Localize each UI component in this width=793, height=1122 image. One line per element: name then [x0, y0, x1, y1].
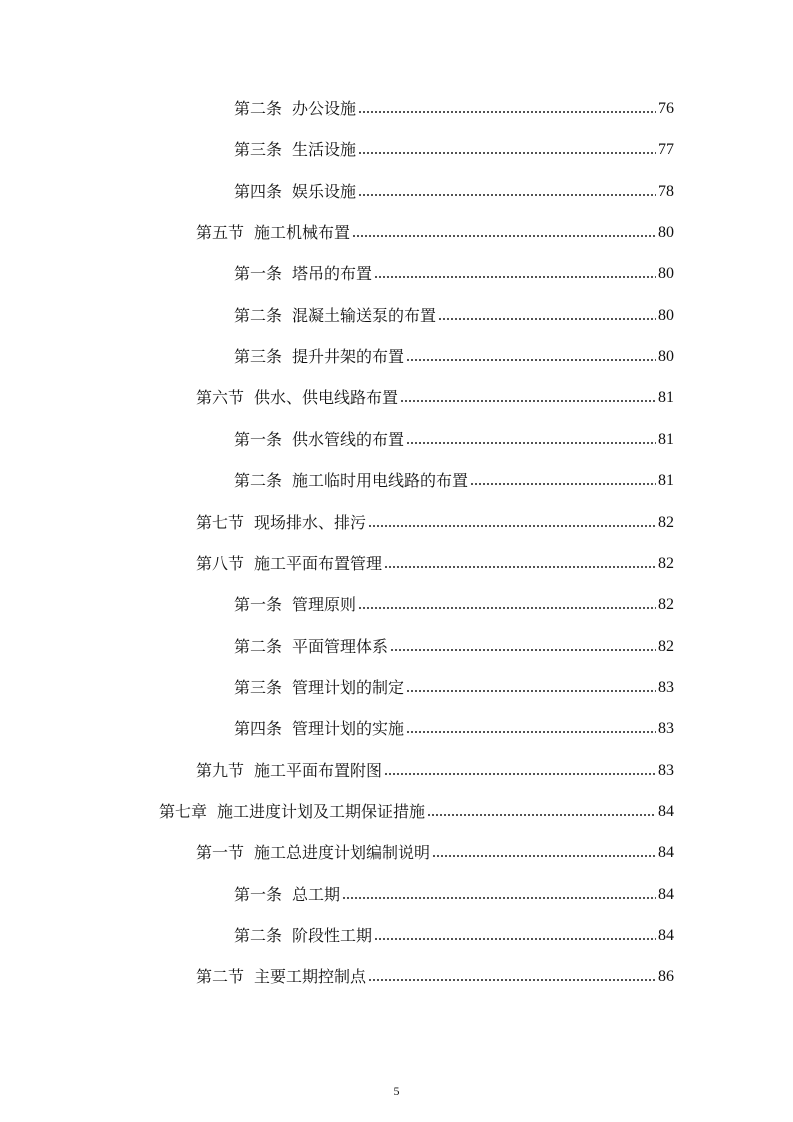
toc-entry-label: 第二条 — [234, 471, 283, 491]
toc-entry-page: 80 — [658, 306, 674, 324]
toc-entry[interactable] — [234, 883, 674, 907]
toc-entry-page: 84 — [658, 927, 674, 944]
toc-entry-page: 83 — [658, 761, 674, 779]
toc-entry-title: 生活设施 — [292, 140, 357, 160]
toc-entry-label: 第五节 — [196, 223, 245, 243]
toc-entry-title: 施工总进度计划编制说明 — [254, 843, 431, 863]
toc-entry-title: 施工临时用电线路的布置 — [292, 471, 469, 491]
toc-entry-label: 第七章 — [159, 801, 208, 821]
toc-entry-title: 施工平面布置管理 — [254, 553, 383, 573]
toc-entry-label: 第一条 — [234, 884, 283, 904]
toc-entry[interactable] — [234, 924, 674, 948]
toc-entry-label: 第三条 — [234, 140, 283, 160]
toc-entry-title: 管理原则 — [292, 595, 357, 615]
toc-entry-page: 82 — [658, 513, 674, 531]
toc-entry-label: 第四条 — [234, 181, 283, 201]
toc-entry-title: 阶段性工期 — [292, 926, 373, 945]
toc-entry-label: 第七节 — [196, 512, 245, 532]
toc-leader-dots — [358, 109, 656, 115]
toc-entry[interactable] — [196, 552, 674, 576]
toc-entry-title: 提升井架的布置 — [292, 347, 405, 367]
toc-leader-dots — [374, 936, 656, 942]
toc-entry-page: 82 — [658, 596, 674, 614]
toc-leader-dots — [406, 440, 656, 446]
toc-entry-title: 办公设施 — [292, 99, 357, 118]
toc-entry[interactable] — [234, 180, 674, 204]
toc-entry[interactable] — [196, 965, 674, 989]
toc-entry-title: 混凝土输送泵的布置 — [292, 305, 437, 325]
toc-entry-page: 84 — [658, 802, 674, 820]
toc-entry-label: 第三条 — [234, 677, 283, 697]
toc-entry[interactable] — [234, 469, 674, 493]
toc-leader-dots — [406, 688, 656, 694]
toc-leader-dots — [470, 481, 656, 487]
toc-entry-label: 第一条 — [234, 429, 283, 449]
toc-entry[interactable] — [234, 676, 674, 700]
toc-entry-label: 第二节 — [196, 967, 245, 987]
toc-entry[interactable] — [196, 221, 674, 245]
toc-entry-title: 施工机械布置 — [254, 223, 351, 243]
toc-leader-dots — [406, 357, 656, 363]
toc-entry-page: 82 — [658, 554, 674, 572]
toc-entry-label: 第二条 — [234, 305, 283, 325]
toc-entry[interactable] — [196, 841, 674, 865]
toc-entry-page: 77 — [658, 141, 674, 159]
toc-entry-page: 81 — [658, 430, 674, 448]
toc-entry[interactable] — [234, 262, 674, 286]
toc-entry-title: 管理计划的制定 — [292, 677, 405, 697]
toc-leader-dots — [368, 977, 656, 983]
toc-entry-page: 80 — [658, 224, 674, 242]
toc-leader-dots — [358, 605, 656, 611]
toc-entry[interactable] — [234, 428, 674, 452]
toc-entry-label: 第八节 — [196, 553, 245, 573]
toc-entry-title: 主要工期控制点 — [254, 967, 367, 987]
toc-leader-dots — [368, 523, 656, 529]
toc-leader-dots — [390, 647, 656, 653]
toc-entry-label: 第二条 — [234, 99, 283, 118]
toc-entry-title: 平面管理体系 — [292, 636, 389, 656]
toc-entry-label: 第九节 — [196, 760, 245, 780]
toc-entry-title: 施工平面布置附图 — [254, 760, 383, 780]
toc-leader-dots — [438, 316, 656, 322]
toc-entry[interactable] — [234, 717, 674, 741]
toc-entry[interactable] — [196, 386, 674, 410]
toc-leader-dots — [406, 729, 656, 735]
toc-entry[interactable] — [234, 635, 674, 659]
toc-entry-title: 施工进度计划及工期保证措施 — [217, 801, 426, 821]
toc-entry-title: 现场排水、排污 — [254, 512, 367, 532]
toc-entry-page: 83 — [658, 720, 674, 738]
toc-entry[interactable] — [234, 304, 674, 328]
toc-entry-title: 供水、供电线路布置 — [254, 388, 399, 408]
toc-entry[interactable] — [159, 800, 674, 824]
toc-entry-title: 塔吊的布置 — [292, 264, 373, 284]
toc-entry-page: 82 — [658, 637, 674, 655]
toc-entry[interactable] — [234, 138, 674, 162]
toc-entry-page: 86 — [658, 968, 674, 986]
toc-entry[interactable] — [234, 345, 674, 369]
toc-leader-dots — [384, 771, 656, 777]
page-number: 5 — [393, 1084, 400, 1098]
toc-entry-label: 第三条 — [234, 347, 283, 367]
toc-entry-page: 81 — [658, 389, 674, 407]
toc-entry-page: 83 — [658, 678, 674, 696]
toc-entry-label: 第一条 — [234, 264, 283, 284]
toc-entry-page: 80 — [658, 265, 674, 283]
toc-entry-page: 84 — [658, 844, 674, 862]
toc-entry-page: 81 — [658, 472, 674, 490]
toc-entry-label: 第六节 — [196, 388, 245, 408]
toc-entry-label: 第二条 — [234, 636, 283, 656]
toc-entry-page: 80 — [658, 348, 674, 366]
toc-entry-label: 第一条 — [234, 595, 283, 615]
toc-entry-page: 76 — [658, 100, 674, 117]
toc-entry-label: 第一节 — [196, 843, 245, 863]
toc-leader-dots — [352, 233, 656, 239]
toc-entry-title: 供水管线的布置 — [292, 429, 405, 449]
toc-leader-dots — [358, 150, 656, 156]
toc-entry[interactable] — [234, 97, 674, 121]
toc-entry-label: 第四条 — [234, 719, 283, 739]
toc-leader-dots — [374, 274, 656, 280]
toc-entry[interactable] — [196, 511, 674, 535]
toc-leader-dots — [400, 398, 656, 404]
toc-entry-title: 娱乐设施 — [292, 181, 357, 201]
toc-leader-dots — [427, 812, 656, 818]
toc-entry-title: 管理计划的实施 — [292, 719, 405, 739]
toc-entry-page: 78 — [658, 182, 674, 200]
toc-leader-dots — [384, 564, 656, 570]
toc-leader-dots — [342, 895, 656, 901]
toc-entry-title: 总工期 — [292, 884, 341, 904]
toc-entry[interactable] — [234, 593, 674, 617]
toc-entry-label: 第二条 — [234, 926, 283, 945]
toc-entry[interactable] — [196, 759, 674, 783]
toc-entry-page: 84 — [658, 885, 674, 903]
toc-leader-dots — [432, 853, 656, 859]
toc-leader-dots — [358, 192, 656, 198]
